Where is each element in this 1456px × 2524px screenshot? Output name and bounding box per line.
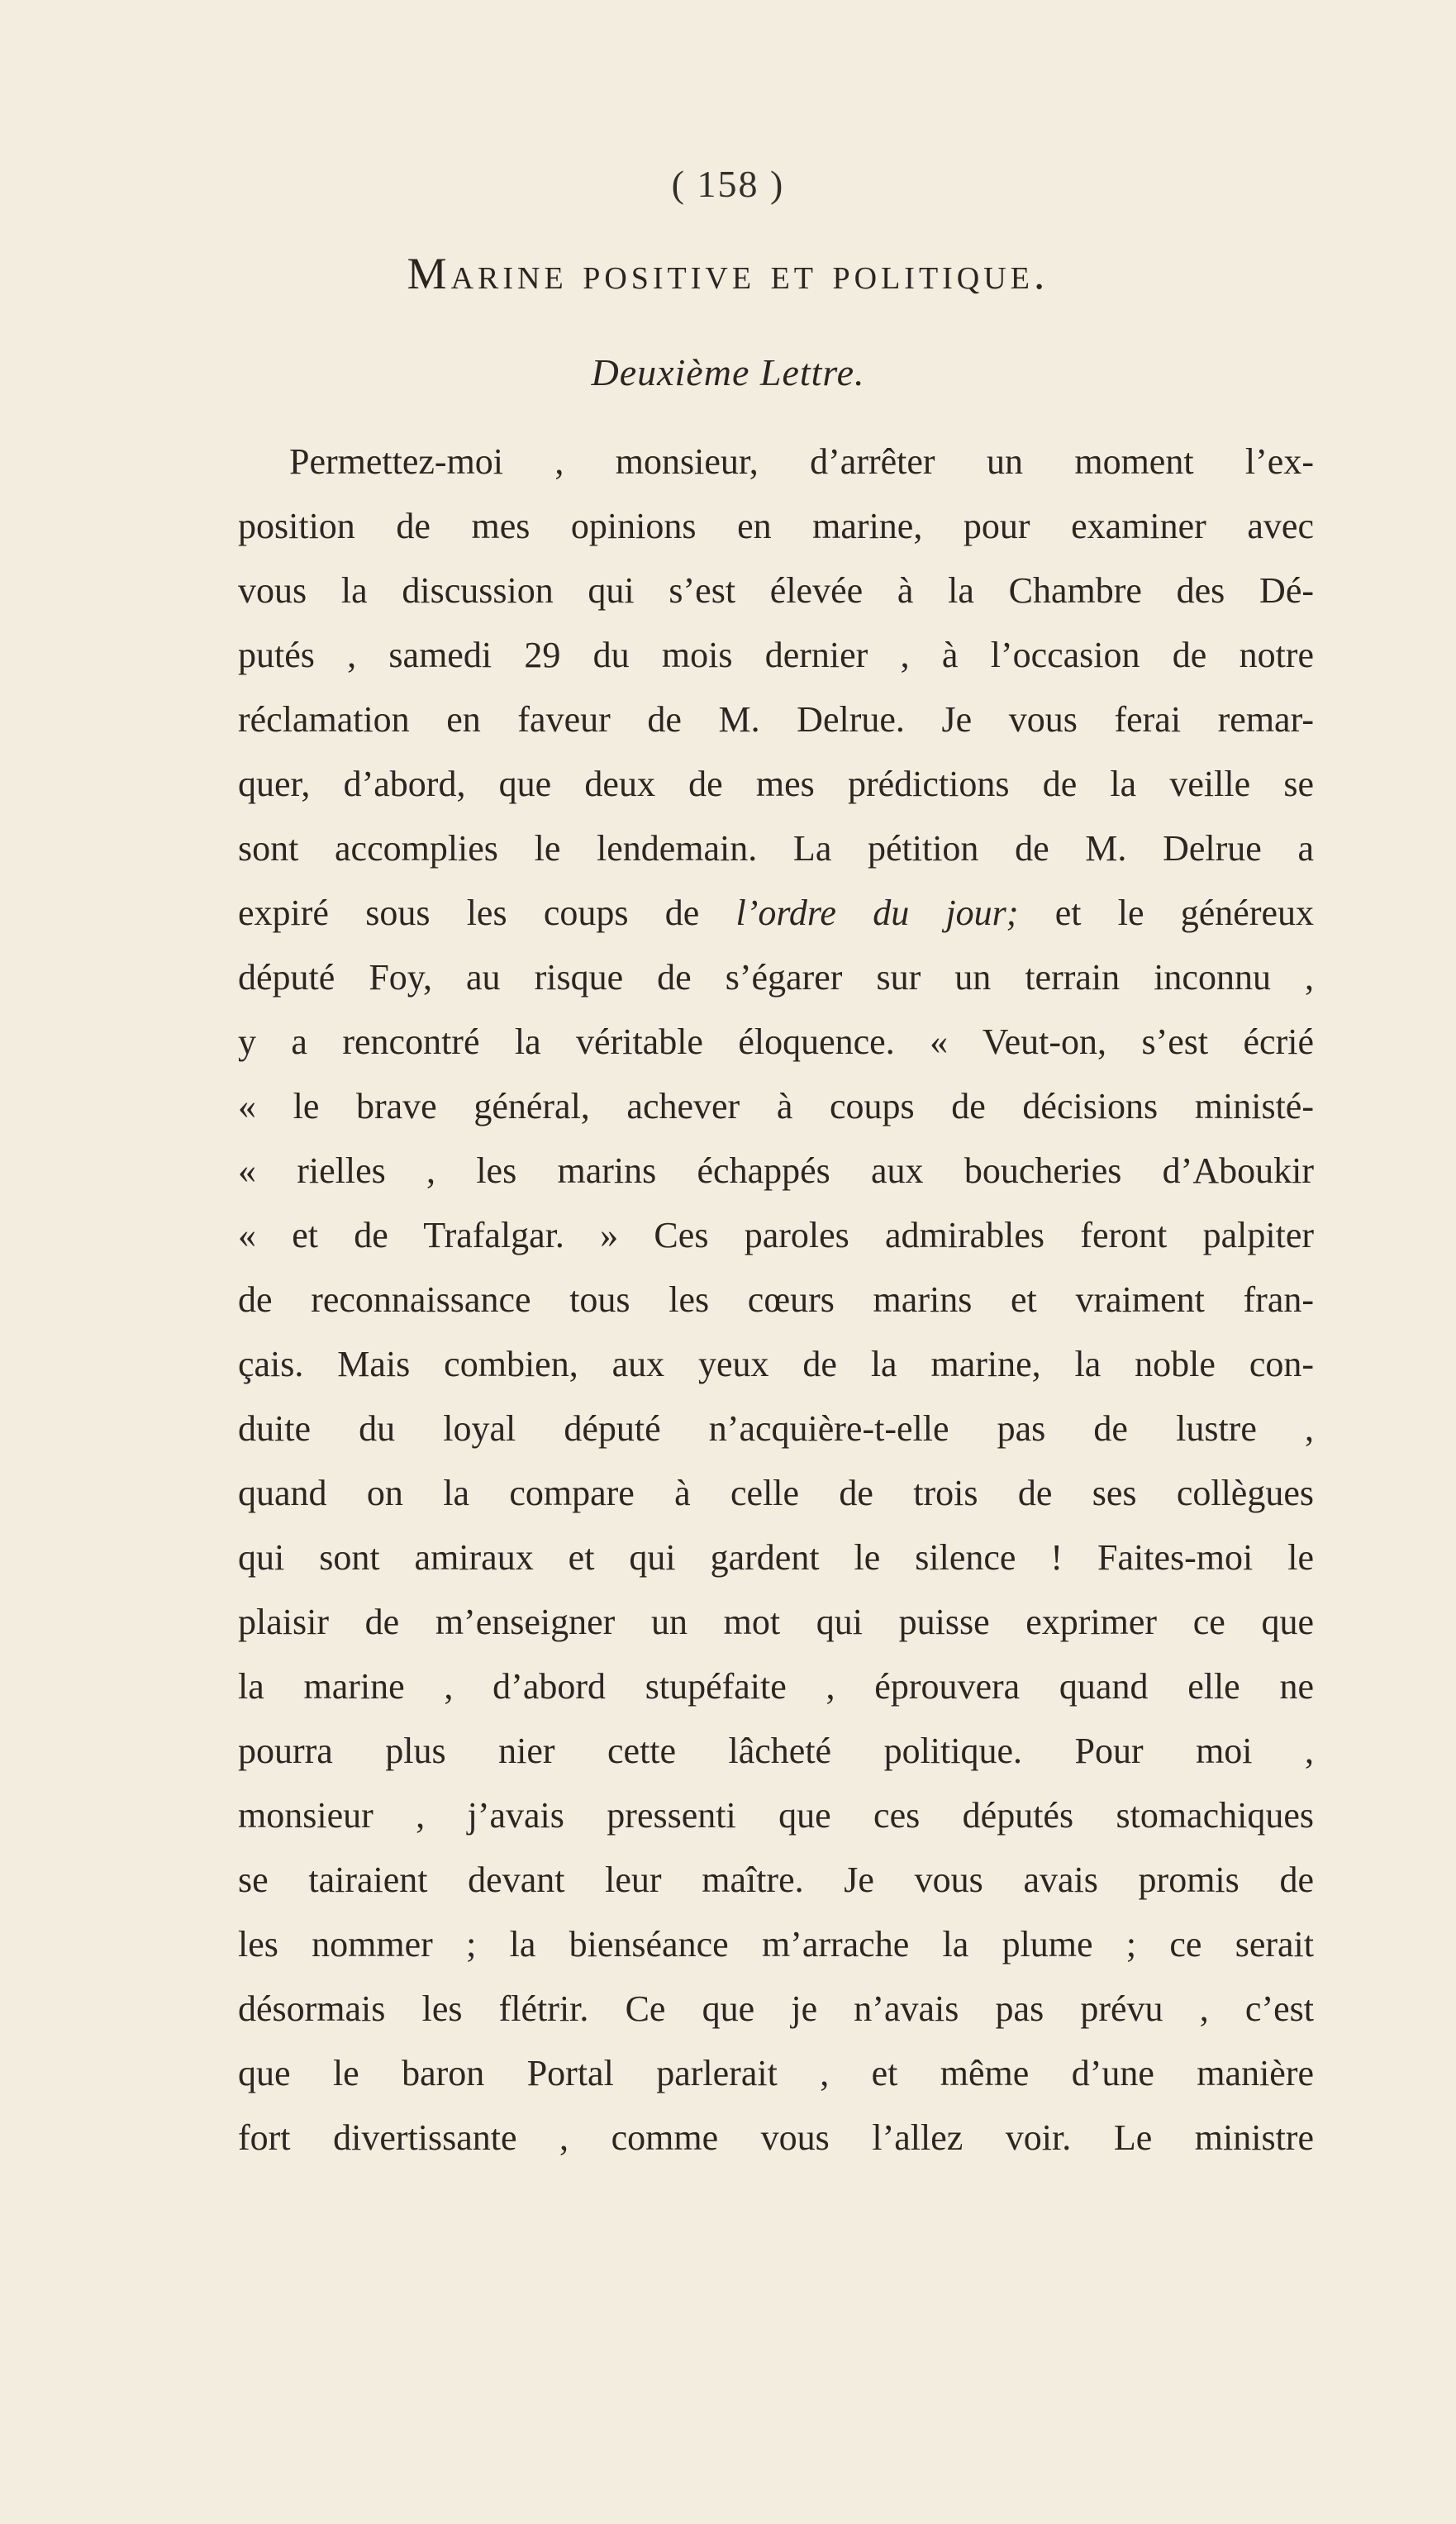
text-line: se tairaient devant leur maître. Je vous avais promis de [238,1860,1314,1900]
text-line: la marine , d’abord stupéfaite , éprouvera quand elle ne [238,1666,1314,1707]
text-line: Permettez-moi , monsieur, d’arrêter un moment l’ex- [289,441,1314,482]
text-line: vous la discussion qui s’est élevée à la Chambre des Dé- [238,570,1314,611]
text-line: plaisir de m’enseigner un mot qui puisse exprimer ce que [238,1602,1314,1642]
italic-phrase: l’ordre du jour; [735,893,1019,933]
text-line: duite du loyal député n’acquière-t-elle pas de lustre , [238,1408,1314,1449]
body-text [238,430,1314,2170]
text-line: position de mes opinions en marine, pour examiner avec [238,506,1314,546]
text-line: « rielles , les marins échappés aux boucheries d’Aboukir [238,1150,1314,1191]
text-line: quer, d’abord, que deux de mes prédictions de la veille se [238,764,1314,804]
text-line: les nommer ; la bienséance m’arrache la plume ; ce serait [238,1924,1314,1964]
text-line: fort divertissante , comme vous l’allez voir. Le ministre [238,2117,1314,2158]
text-line: quand on la compare à celle de trois de ses collègues [238,1473,1314,1513]
text-line: qui sont amiraux et qui gardent le silence ! Faites-moi le [238,1537,1314,1578]
text-line: sont accomplies le lendemain. La pétition de M. Delrue a [238,828,1314,869]
text-line: putés , samedi 29 du mois dernier , à l’occasion de notre [238,635,1314,675]
text-line: expiré sous les coups de l’ordre du jour; et le généreux [238,893,1314,933]
text-line: de reconnaissance tous les cœurs marins et vraiment fran- [238,1279,1314,1320]
text-line: « le brave général, achever à coups de décisions ministé- [238,1086,1314,1126]
text-line: y a rencontré la véritable éloquence. « Veut-on, s’est écrié [238,1022,1314,1062]
text-line: réclamation en faveur de M. Delrue. Je vous ferai remar- [238,699,1314,740]
text-line: député Foy, au risque de s’égarer sur un terrain inconnu , [238,957,1314,998]
text-line: que le baron Portal parlerait , et même d’une manière [238,2053,1314,2093]
text-line: monsieur , j’avais pressenti que ces députés stomachiques [238,1795,1314,1836]
page-number: ( 158 ) [671,163,785,205]
letter-subtitle: Deuxième Lettre. [591,351,865,393]
chapter-title: Marine positive et politique. [407,249,1049,298]
text-line: désormais les flétrir. Ce que je n’avais pas prévu , c’est [238,1988,1314,2029]
text-line: çais. Mais combien, aux yeux de la marine, la noble con- [238,1344,1314,1384]
text-line: pourra plus nier cette lâcheté politique. Pour moi , [238,1731,1314,1771]
text-line: « et de Trafalgar. » Ces paroles admirables feront palpiter [238,1215,1314,1255]
